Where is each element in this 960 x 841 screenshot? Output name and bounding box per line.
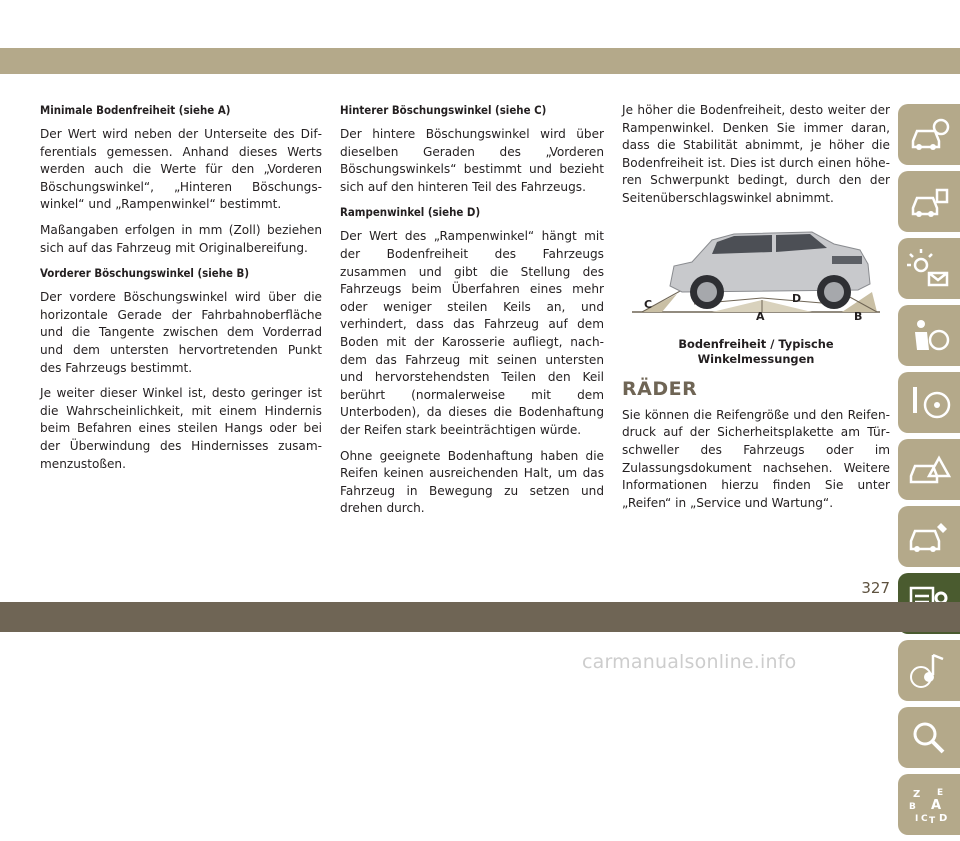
paragraph: Je höher die Bodenfreiheit, desto weiter der Rampenwinkel. Denken Sie immer daran, dass die Stabilität abnimmt, je höher die Bodenfreiheit ist. Dies ist durch einen höheren Schwerpunkt bedingt, durch den der Seitenüberschlagswinkel abnimmt. bbox=[622, 103, 890, 205]
steering-wheel-icon bbox=[907, 383, 951, 423]
tab-instrument-panel[interactable] bbox=[898, 238, 960, 299]
tab-emergency[interactable] bbox=[898, 439, 960, 500]
paragraph: Der hintere Böschungswinkel wird über dieselben Geraden des „Vorderen Böschungswinkels“ bestimmt und bezieht sich auf den hinteren Teil des Fahrzeugs. bbox=[340, 127, 604, 194]
magnifier-icon bbox=[907, 718, 951, 758]
tab-safety[interactable] bbox=[898, 305, 960, 366]
svg-text:T: T bbox=[929, 815, 936, 826]
column-middle bbox=[340, 102, 604, 526]
tab-driving[interactable] bbox=[898, 372, 960, 433]
alphabet-index-icon bbox=[907, 785, 951, 825]
paragraph: Ohne geeignete Bodenhaftung haben die Reifen keinen ausreichenden Halt, um das Fahrzeug in Bewegung zu setzen und drehen durch. bbox=[340, 448, 604, 516]
svg-text:A: A bbox=[931, 797, 942, 813]
svg-text:C: C bbox=[921, 813, 928, 824]
ground-clearance-figure bbox=[622, 220, 890, 323]
heading-breakover-angle: Rampenwinkel (siehe D) bbox=[340, 205, 481, 220]
column-right bbox=[622, 102, 890, 520]
svg-text:E: E bbox=[937, 787, 944, 798]
heading-departure-angle: Hinterer Böschungswinkel (siehe C) bbox=[340, 103, 547, 117]
header-band bbox=[0, 48, 960, 74]
tab-getting-started[interactable] bbox=[898, 171, 960, 232]
chapter-tabs bbox=[898, 104, 960, 841]
page-number: 327 bbox=[861, 579, 890, 597]
paragraph: Der Wert wird neben der Unterseite des Differentials gemessen. Anhand dieses Werts werden auch die Werte für den „Vorderen Böschungswinkel“, „Hinteren Böschungswinkel“ und „Rampenwinkel“ bestimmt. bbox=[40, 127, 322, 212]
svg-text:D: D bbox=[939, 812, 948, 824]
paragraph: Der Wert des „Rampenwinkel“ hängt mit der Bodenfreiheit des Fahrzeugs zusammen und gibt die Stellung des Fahrzeugs beim Überfahren eines mehr oder weniger steilen Keils an, und verhindert, dass das Fahrzeug auf dem Boden mit der Karosserie aufliegt, nachdem das Fahrzeug mit seinen untersten und hervorstehendsten Teilen den Keil berührt (normalerweise mit dem Unterboden), da dieses die Bodenhaftung der Reifen stark beeinträchtigen würde. bbox=[340, 229, 604, 437]
warning-light-icon bbox=[907, 249, 951, 289]
figure-label-b: B bbox=[854, 309, 863, 323]
section-title: RÄDER bbox=[622, 378, 698, 401]
hazard-car-icon bbox=[907, 450, 951, 490]
paragraph: Je weiter dieser Winkel ist, desto geringer ist die Wahrscheinlichkeit, mit einem Hindernis beim Befahren eines steilen Hangs oder bei der Überwindung des Hindernisses zusammenzustoßen. bbox=[40, 386, 322, 471]
car-info-icon bbox=[907, 115, 951, 155]
tab-multimedia[interactable] bbox=[898, 640, 960, 701]
heading-approach-angle: Vorderer Böschungswinkel (siehe B) bbox=[40, 266, 250, 281]
column-left bbox=[40, 102, 322, 481]
car-key-icon bbox=[907, 182, 951, 222]
paragraph: Der vordere Böschungswinkel wird über die horizontale Gerade der Fahrbahnoberfläche und die Tangente zwischen dem Vorderrad und dem untersten hervortretenden Punkt des Fahrzeugs bestimmt. bbox=[40, 290, 322, 375]
figure-label-c: C bbox=[644, 297, 653, 311]
footer-band bbox=[0, 602, 960, 632]
figure-label-d: D bbox=[792, 291, 802, 305]
figure-label-a: A bbox=[756, 309, 765, 323]
svg-text:Z: Z bbox=[913, 788, 921, 800]
paragraph: Maßangaben erfolgen in mm (Zoll) beziehen sich auf das Fahrzeug mit Originalbereifung. bbox=[40, 222, 322, 255]
svg-text:B: B bbox=[909, 801, 916, 812]
watermark: carmanualsonline.info bbox=[582, 651, 797, 673]
paragraph: Sie können die Reifengröße und den Reifendruck auf der Sicherheitsplakette am Türschweller des Fahrzeugs oder im Zulassungsdokument nachsehen. Weitere Informationen hierzu finden Sie unter „Reifen“ in „Service und Wartung“. bbox=[622, 407, 890, 510]
tab-index[interactable] bbox=[898, 774, 960, 835]
svg-text:I: I bbox=[915, 813, 919, 824]
airbag-icon bbox=[907, 316, 951, 356]
tab-search[interactable] bbox=[898, 707, 960, 768]
multimedia-icon bbox=[907, 651, 951, 691]
tab-vehicle-info[interactable] bbox=[898, 104, 960, 165]
car-service-icon bbox=[907, 517, 951, 557]
figure-caption: Bodenfreiheit / Typische Winkelmessungen bbox=[678, 337, 834, 367]
tab-service[interactable] bbox=[898, 506, 960, 567]
heading-min-ground-clearance: Minimale Bodenfreiheit (siehe A) bbox=[40, 103, 231, 117]
